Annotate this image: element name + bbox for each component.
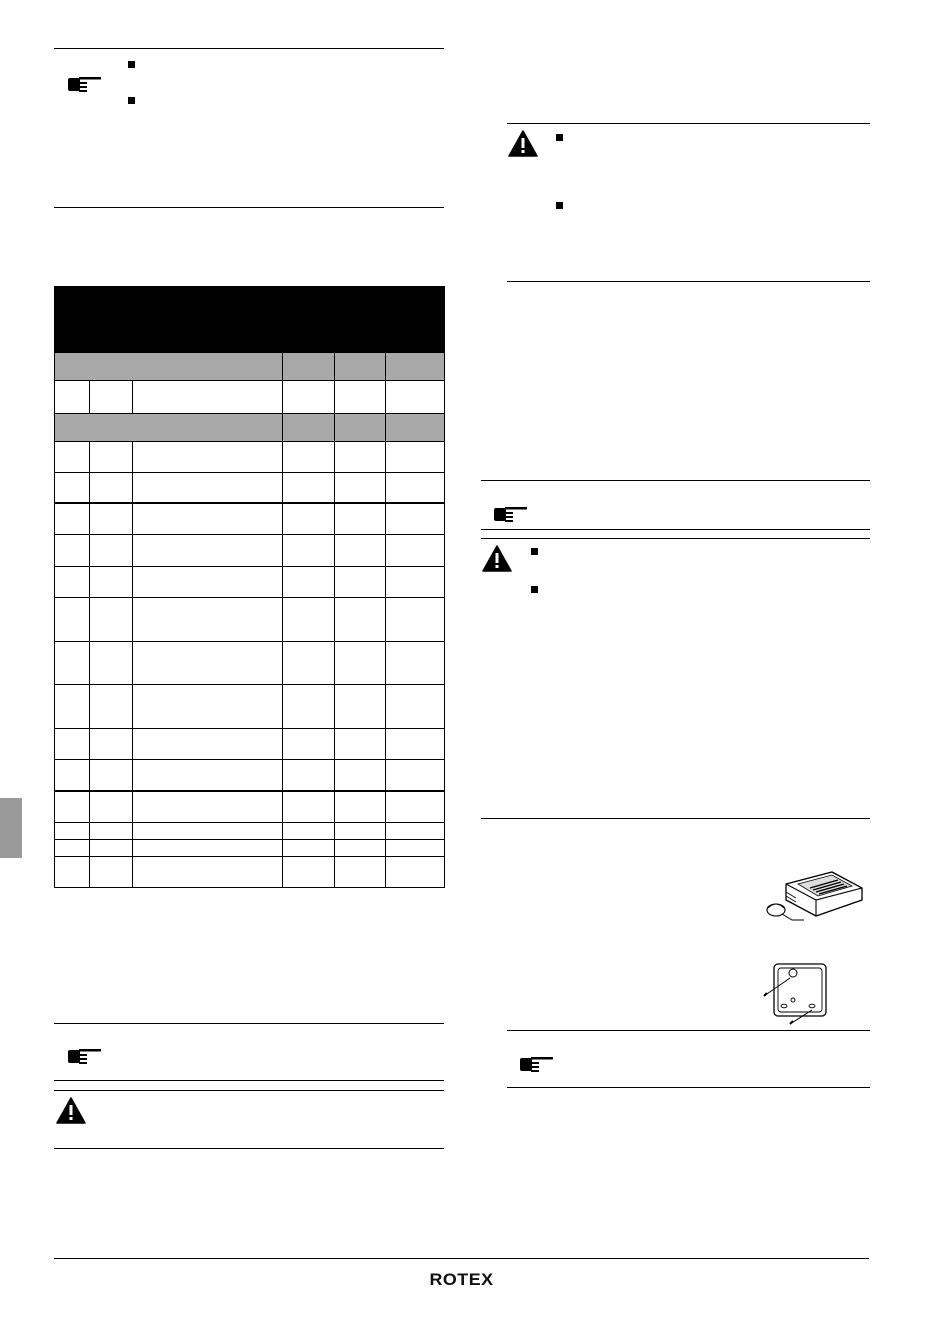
table-row — [55, 381, 445, 414]
divider — [481, 538, 870, 539]
divider — [54, 48, 444, 49]
divider — [507, 1087, 870, 1088]
square-bullet-icon — [556, 202, 563, 209]
side-tab — [0, 798, 22, 858]
table-header-row — [55, 287, 445, 353]
remote-controller-illustration — [758, 870, 868, 932]
warning-triangle-icon — [508, 130, 538, 157]
pointing-hand-note-icon — [492, 504, 528, 524]
divider — [54, 1148, 444, 1149]
back-plate-illustration — [760, 958, 832, 1030]
table-group-row — [55, 414, 445, 442]
square-bullet-icon — [531, 586, 538, 593]
table-group-row — [55, 353, 445, 381]
table-row — [55, 473, 445, 503]
square-bullet-icon — [128, 97, 135, 104]
warning-triangle-icon — [482, 545, 512, 572]
table-row — [55, 535, 445, 567]
pointing-hand-note-icon — [66, 1046, 102, 1066]
table-row — [55, 791, 445, 823]
divider — [507, 1030, 870, 1031]
data-table — [54, 286, 445, 888]
square-bullet-icon — [128, 61, 135, 68]
pointing-hand-note-icon — [518, 1054, 554, 1074]
table-row — [55, 598, 445, 642]
brand-logo: ROTEX — [429, 1270, 494, 1289]
divider — [54, 1090, 444, 1091]
table-row — [55, 857, 445, 888]
table-row — [55, 642, 445, 685]
divider — [54, 1080, 444, 1081]
divider — [507, 123, 870, 124]
footer-divider — [54, 1258, 869, 1259]
square-bullet-icon — [531, 548, 538, 555]
square-bullet-icon — [556, 134, 563, 141]
table-row — [55, 442, 445, 473]
table-row — [55, 760, 445, 791]
divider — [54, 207, 444, 208]
divider — [481, 480, 870, 481]
divider — [481, 818, 870, 819]
divider — [481, 529, 870, 530]
table-row — [55, 685, 445, 729]
table-row — [55, 840, 445, 857]
pointing-hand-note-icon — [66, 74, 102, 94]
divider — [507, 281, 870, 282]
divider — [54, 1023, 444, 1024]
table-row — [55, 503, 445, 535]
table-row — [55, 729, 445, 760]
table-row — [55, 567, 445, 598]
table-row — [55, 823, 445, 840]
warning-triangle-icon — [56, 1097, 86, 1124]
